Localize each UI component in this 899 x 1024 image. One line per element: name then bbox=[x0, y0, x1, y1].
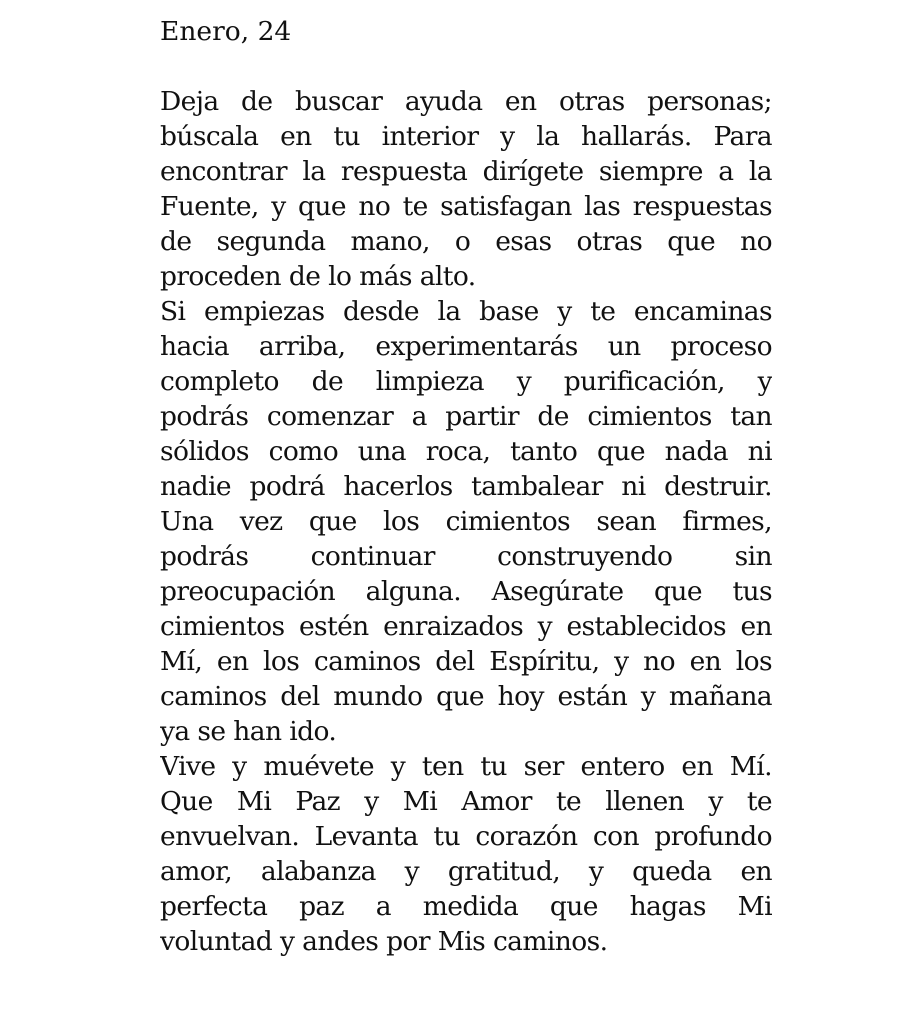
text-line: hacia arriba, experimentarás un proceso bbox=[160, 331, 772, 362]
text-line: envuelvan. Levanta tu corazón con profundo bbox=[160, 821, 772, 852]
text-line: encontrar la respuesta dirígete siempre a la bbox=[160, 156, 772, 187]
text-line: proceden de lo más alto. bbox=[160, 261, 476, 292]
text-line: ya se han ido. bbox=[160, 716, 337, 747]
text-line: de segunda mano, o esas otras que no bbox=[160, 226, 772, 257]
text-line: Vive y muévete y ten tu ser entero en Mí. bbox=[160, 751, 772, 782]
text-line: completo de limpieza y purificación, y bbox=[160, 366, 772, 397]
text-line: preocupación alguna. Asegúrate que tus bbox=[160, 576, 772, 607]
text-line: nadie podrá hacerlos tambalear ni destruir. bbox=[160, 471, 772, 502]
text-line: caminos del mundo que hoy están y mañana bbox=[160, 681, 772, 712]
text-line: Mí, en los caminos del Espíritu, y no en los bbox=[160, 646, 772, 677]
text-line: Si empiezas desde la base y te encaminas bbox=[160, 296, 772, 327]
document-page bbox=[160, 14, 772, 959]
text-line: perfecta paz a medida que hagas Mi bbox=[160, 891, 772, 922]
text-line: podrás continuar construyendo sin bbox=[160, 541, 772, 572]
paragraph-2 bbox=[160, 294, 772, 749]
text-line: búscala en tu interior y la hallarás. Para bbox=[160, 121, 772, 152]
text-line: podrás comenzar a partir de cimientos tan bbox=[160, 401, 772, 432]
text-line: cimientos estén enraizados y establecidos en bbox=[160, 611, 772, 642]
text-line: amor, alabanza y gratitud, y queda en bbox=[160, 856, 772, 887]
text-line: voluntad y andes por Mis caminos. bbox=[160, 926, 608, 957]
text-line: Deja de buscar ayuda en otras personas; bbox=[160, 86, 772, 117]
entry-date: Enero, 24 bbox=[160, 16, 292, 47]
paragraph-1 bbox=[160, 84, 772, 294]
text-line: Una vez que los cimientos sean firmes, bbox=[160, 506, 772, 537]
text-line: Que Mi Paz y Mi Amor te llenen y te bbox=[160, 786, 772, 817]
text-line: Fuente, y que no te satisfagan las respuestas bbox=[160, 191, 772, 222]
paragraph-3 bbox=[160, 749, 772, 959]
text-line: sólidos como una roca, tanto que nada ni bbox=[160, 436, 772, 467]
